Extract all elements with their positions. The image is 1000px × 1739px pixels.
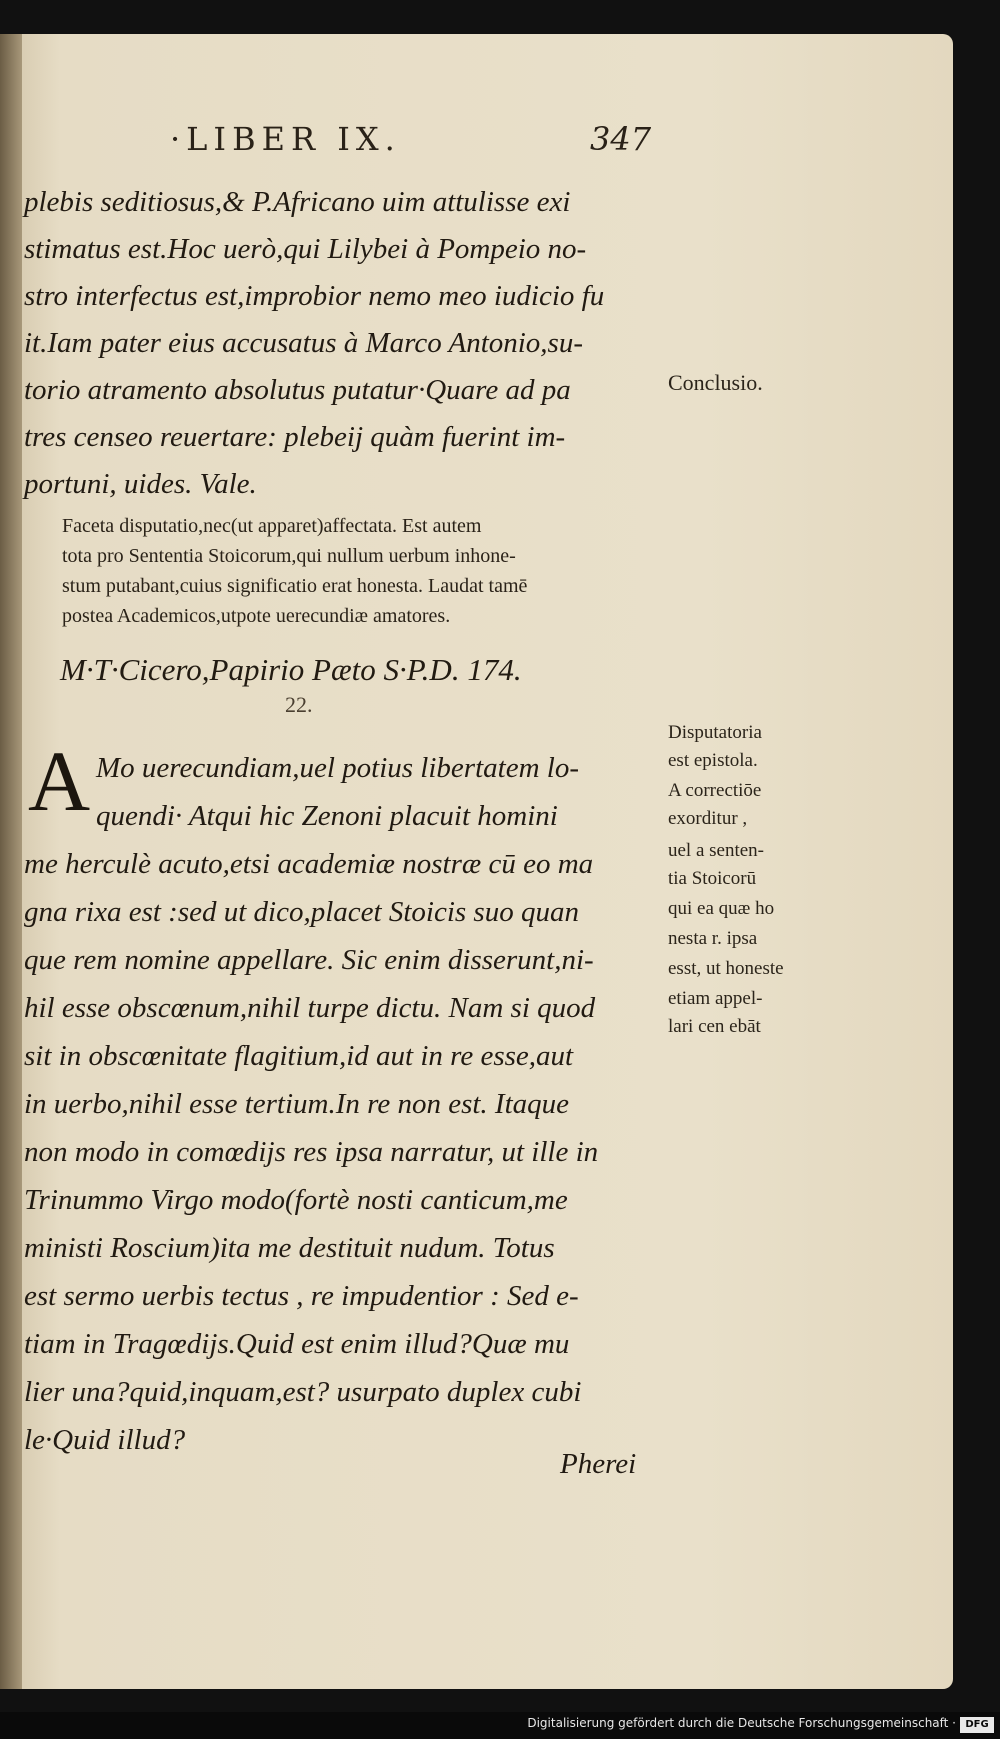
text-line: hil esse obscœnum,nihil turpe dictu. Nam si quod: [24, 992, 596, 1024]
text-line: Mo uerecundiam,uel potius libertatem lo-: [96, 752, 579, 784]
dfg-logo-icon: DFG: [960, 1717, 994, 1733]
letter-subnumber: 22.: [285, 692, 313, 717]
text-line: quendi· Atqui hic Zenoni placuit homini: [96, 800, 558, 832]
running-head: ·LIBER IX.: [170, 120, 401, 158]
text-line: in uerbo,nihil esse tertium.In re non est. Itaque: [24, 1088, 570, 1120]
text-line: tres censeo reuertare: plebeij quàm fuerint im-: [24, 421, 566, 453]
margin-note-line: lari cen ebāt: [668, 1016, 761, 1037]
text-line: it.Iam pater eius accusatus à Marco Antonio,su-: [24, 327, 584, 359]
text-line: non modo in comœdijs res ipsa narratur, ut ille in: [24, 1136, 599, 1168]
margin-note-line: uel a senten-: [668, 840, 765, 861]
page-header: [170, 120, 670, 170]
text-line: Trinummo Virgo modo(fortè nosti canticum,me: [24, 1184, 568, 1216]
margin-note-line: est epistola.: [668, 750, 758, 771]
text-line: me herculè acuto,etsi academiæ nostræ cū eo ma: [24, 848, 594, 880]
text-line: ministi Roscium)ita me destituit nudum. Totus: [24, 1232, 555, 1264]
letter-heading: M·T·Cicero,Papirio Pæto S·P.D. 174.: [60, 652, 522, 687]
page-number: 347: [590, 120, 652, 158]
text-line: gna rixa est :sed ut dico,placet Stoicis suo quan: [24, 896, 579, 928]
commentary-line: stum putabant,cuius significatio erat honesta. Laudat tamē: [62, 575, 528, 597]
footer-bar: [0, 1712, 1000, 1739]
text-line: plebis seditiosus,& P.Africano uim attulisse exi: [24, 186, 571, 218]
text-line: lier una?quid,inquam,est? usurpato duplex cubi: [24, 1376, 582, 1408]
margin-note-conclusio: Conclusio.: [668, 370, 763, 395]
margin-note-line: qui ea quæ ho: [668, 898, 775, 919]
text-line: stro interfectus est,improbior nemo meo iudicio fu: [24, 280, 605, 312]
text-line: sit in obscœnitate flagitium,id aut in re esse,aut: [24, 1040, 574, 1072]
margin-note-line: A correctiōe: [668, 780, 762, 801]
commentary-line: Faceta disputatio,nec(ut apparet)affectata. Est autem: [62, 515, 482, 537]
book-gutter: [0, 34, 22, 1689]
text-line: portuni, uides. Vale.: [24, 468, 257, 500]
text-line: stimatus est.Hoc uerò,qui Lilybei à Pompeio no-: [24, 233, 587, 265]
margin-note-line: esst, ut honeste: [668, 958, 784, 979]
drop-cap: A: [28, 733, 91, 829]
text-line: torio atramento absolutus putatur·Quare ad pa: [24, 374, 571, 406]
footer-credit: Digitalisierung gefördert durch die Deutsche Forschungsgemeinschaft ·: [527, 1716, 956, 1730]
margin-note-line: etiam appel-: [668, 988, 763, 1009]
margin-note-line: nesta r. ipsa: [668, 928, 758, 949]
text-line: le·Quid illud?: [24, 1424, 186, 1456]
text-line: que rem nomine appellare. Sic enim disserunt,ni-: [24, 944, 594, 976]
margin-note-line: tia Stoicorū: [668, 868, 757, 889]
text-line: tiam in Tragœdijs.Quid est enim illud?Quæ mu: [24, 1328, 570, 1360]
commentary-line: tota pro Sententia Stoicorum,qui nullum uerbum inhone-: [62, 545, 516, 567]
catchword: Pherei: [560, 1448, 637, 1480]
commentary-line: postea Academicos,utpote uerecundiæ amatores.: [62, 605, 451, 627]
margin-note-line: Disputatoria: [668, 722, 762, 743]
text-line: est sermo uerbis tectus , re impudentior : Sed e-: [24, 1280, 579, 1312]
margin-note-line: exorditur ,: [668, 808, 748, 829]
